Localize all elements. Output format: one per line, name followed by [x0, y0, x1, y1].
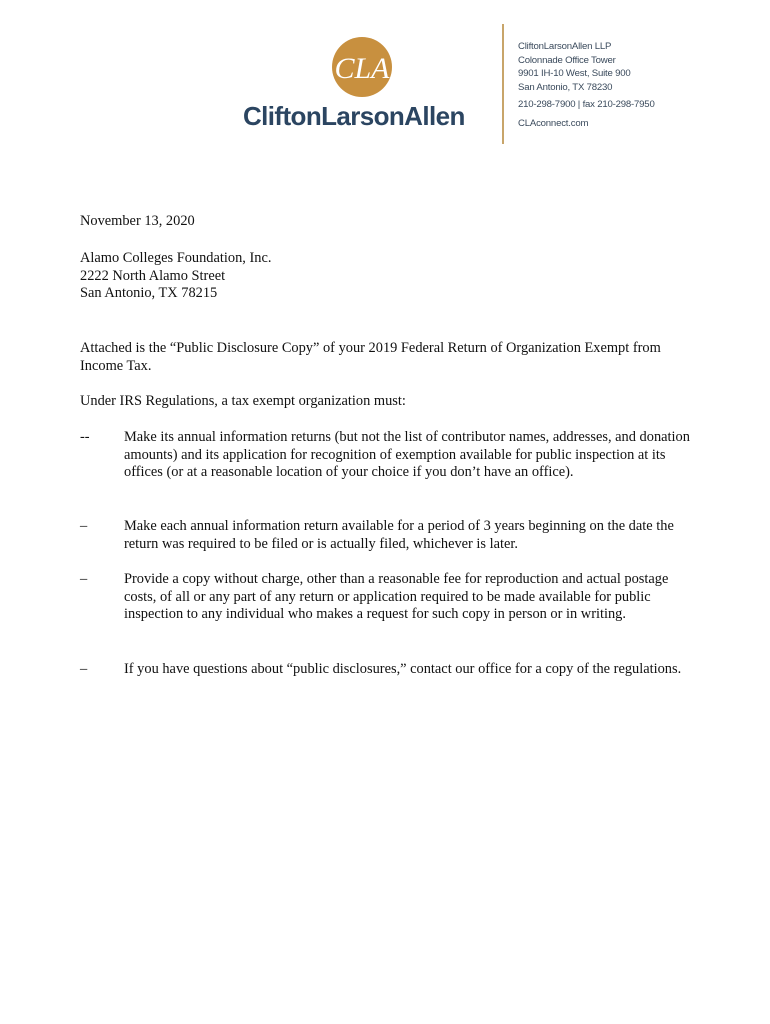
list-item	[80, 571, 700, 624]
address-line-city: San Antonio, TX 78230	[518, 81, 613, 93]
list-marker: –	[80, 571, 88, 587]
intro-paragraph: Attached is the “Public Disclosure Copy” of your 2019 Federal Return of Organization Exempt from Income Tax.	[80, 340, 661, 374]
recipient-street: 2222 North Alamo Street	[80, 267, 226, 284]
list-item-text: Provide a copy without charge, other than a reasonable fee for reproduction and actual postage costs, of all or any part of any return or application required to be made available for public inspection to any individual who makes a request for such copy in person or in writing.	[124, 571, 669, 622]
regulations-intro: Under IRS Regulations, a tax exempt organization must:	[80, 393, 406, 409]
phone-fax: 210-298-7900 | fax 210-298-7950	[518, 99, 655, 110]
logo-initials: CLA	[334, 52, 390, 85]
recipient-name: Alamo Colleges Foundation, Inc.	[80, 250, 272, 266]
cla-logo-icon	[331, 36, 393, 98]
address-line-street: 9901 IH-10 West, Suite 900	[518, 68, 631, 79]
website-link[interactable]: CLAconnect.com	[518, 117, 589, 129]
letterhead-divider	[502, 24, 504, 144]
recipient-address	[80, 250, 271, 303]
firm-address	[518, 40, 655, 130]
list-item-text: Make each annual information return available for a period of 3 years beginning on the date the return was required to be filed or is actually filed, whichever is later.	[124, 518, 674, 552]
list-item	[80, 518, 700, 553]
list-item-text: If you have questions about “public disclosures,” contact our office for a copy of the regulations.	[124, 661, 682, 677]
list-item	[80, 661, 700, 679]
logo-wordmark: CliftonLarsonAllen	[243, 101, 465, 131]
letter-date: November 13, 2020	[80, 213, 195, 229]
address-line-building: Colonnade Office Tower	[518, 54, 616, 66]
list-item	[80, 429, 700, 482]
recipient-city: San Antonio, TX 78215	[80, 285, 218, 301]
address-line-firm: CliftonLarsonAllen LLP	[518, 41, 612, 52]
list-marker: –	[80, 518, 88, 534]
list-marker: –	[80, 661, 88, 677]
list-marker: --	[80, 429, 90, 445]
list-item-text: Make its annual information returns (but not the list of contributor names, addresses, and donation amounts) and its application for recognition of exemption available for public inspection at its offices (or at a reasonable location of your choice if you don’t have an office).	[124, 429, 690, 480]
company-logo	[243, 36, 483, 136]
